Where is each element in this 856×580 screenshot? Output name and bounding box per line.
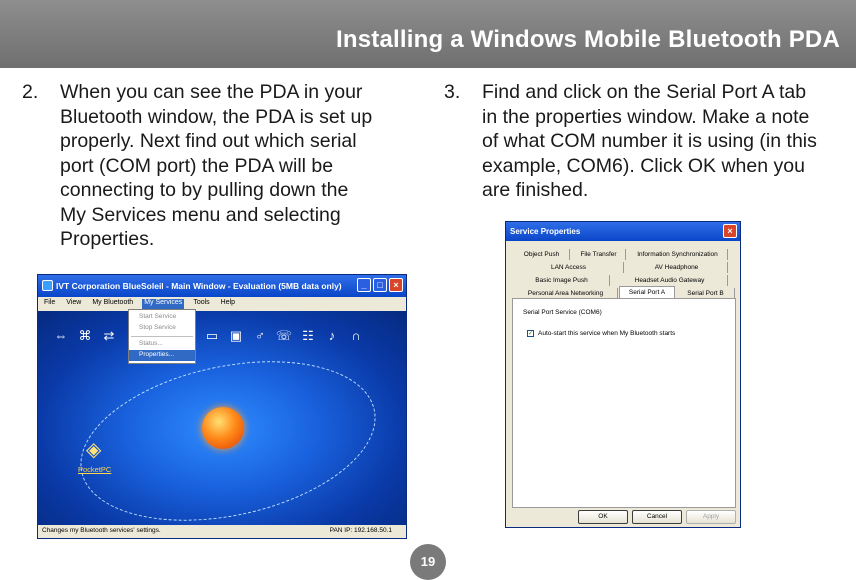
tab-object-push[interactable]: Object Push (514, 249, 570, 260)
tab-personal-area-networking[interactable]: Personal Area Networking (514, 288, 618, 299)
bluesoleil-window-screenshot (37, 274, 407, 539)
step-3-text: Find and click on the Serial Port A tab in the properties window. Make a note of what COM number it is using (in this example, COM6). Click OK when you are finished. (482, 81, 817, 201)
bluesoleil-canvas (38, 311, 406, 525)
service-properties-tabs (506, 247, 740, 303)
tab-headset-audio-gateway[interactable]: Headset Audio Gateway (612, 275, 728, 286)
tab-av-headphone[interactable]: AV Headphone (626, 262, 728, 273)
audio-service-icon[interactable]: ♪ (328, 328, 336, 343)
local-device-sun-icon[interactable] (202, 407, 244, 449)
bluesoleil-menubar (38, 297, 406, 311)
menu-my-bluetooth[interactable]: My Bluetooth (92, 299, 134, 306)
step-3-number: 3. (444, 81, 461, 103)
my-services-dropdown (128, 309, 196, 364)
dropdown-status[interactable]: Status... (139, 340, 163, 347)
service-icons-left (52, 329, 118, 343)
autostart-checkbox[interactable]: ✓ (528, 331, 534, 337)
image-service-icon[interactable]: ▣ (229, 328, 243, 343)
menu-file[interactable]: File (44, 299, 56, 306)
ok-button[interactable]: OK (578, 510, 628, 524)
menu-tools[interactable]: Tools (193, 299, 210, 306)
page-header (0, 0, 856, 68)
transfer-service-icon[interactable]: ⇄ (103, 328, 115, 343)
menu-my-services[interactable]: My Services (142, 299, 184, 311)
printer-service-icon[interactable]: ▭ (205, 328, 219, 343)
serial-port-a-panel (512, 298, 736, 508)
menu-help[interactable]: Help (220, 299, 236, 306)
maximize-icon[interactable]: □ (373, 278, 387, 292)
menu-view[interactable]: View (66, 299, 82, 306)
lan-service-icon[interactable]: ☷ (302, 328, 314, 343)
status-right-text: PAN IP: 192.168.50.1 (329, 527, 392, 534)
tab-file-transfer[interactable]: File Transfer (572, 249, 626, 260)
autostart-option[interactable] (527, 330, 675, 337)
step-2-text: When you can see the PDA in your Bluetooth window, the PDA is set up properly. Next find out which serial port (COM port) the PDA will be connecting to by pulling down the My Services menu and selecting Properties. (60, 81, 373, 250)
bluesoleil-statusbar (38, 525, 406, 538)
serial-port-service-label: Serial Port Service (COM6) (523, 309, 602, 316)
service-properties-window-screenshot (505, 221, 741, 528)
service-properties-titlebar (506, 222, 740, 241)
header-title: Installing a Windows Mobile Bluetooth PDA (336, 26, 840, 53)
minimize-icon[interactable]: _ (357, 278, 371, 292)
tab-serial-port-b[interactable]: Serial Port B (677, 288, 735, 299)
service-properties-title: Service Properties (510, 227, 581, 236)
dropdown-stop-service[interactable]: Stop Service (139, 324, 176, 331)
tab-information-synchronization[interactable]: Information Synchronization (628, 249, 728, 260)
autostart-label: Auto-start this service when My Bluetooth starts (538, 330, 676, 337)
tab-serial-port-a[interactable]: Serial Port A (619, 286, 675, 299)
step-2 (22, 80, 412, 260)
dropdown-separator (131, 336, 193, 337)
pan-service-icon[interactable]: ⌘ (78, 328, 92, 343)
network-service-icon[interactable]: ⇔ (54, 328, 68, 343)
dropdown-properties[interactable]: Properties... (129, 350, 195, 361)
dropdown-start-service[interactable]: Start Service (139, 313, 177, 320)
pda-device-icon[interactable]: ◈ (86, 439, 102, 461)
bluesoleil-titlebar (38, 275, 406, 297)
tab-lan-access[interactable]: LAN Access (514, 262, 624, 273)
bluesoleil-app-icon (42, 280, 53, 291)
apply-button[interactable]: Apply (686, 510, 736, 524)
step-2-number: 2. (22, 81, 39, 103)
step-3 (444, 80, 854, 210)
status-left-text: Changes my Bluetooth services' settings. (42, 527, 161, 534)
page-number-badge: 19 (410, 544, 446, 580)
close-icon[interactable]: × (723, 224, 737, 238)
cancel-button[interactable]: Cancel (632, 510, 682, 524)
service-icons-right (203, 329, 365, 343)
fax-service-icon[interactable]: ☏ (275, 328, 293, 343)
tab-basic-image-push[interactable]: Basic Image Push (514, 275, 610, 286)
headset-service-icon[interactable]: ∩ (351, 328, 361, 343)
pda-device-label[interactable]: PocketPC (78, 465, 112, 474)
bluesoleil-title: IVT Corporation BlueSoleil - Main Window - Evaluation (5MB data only) (56, 281, 342, 291)
close-icon[interactable]: × (389, 278, 403, 292)
sync-service-icon[interactable]: ♂ (255, 328, 265, 343)
